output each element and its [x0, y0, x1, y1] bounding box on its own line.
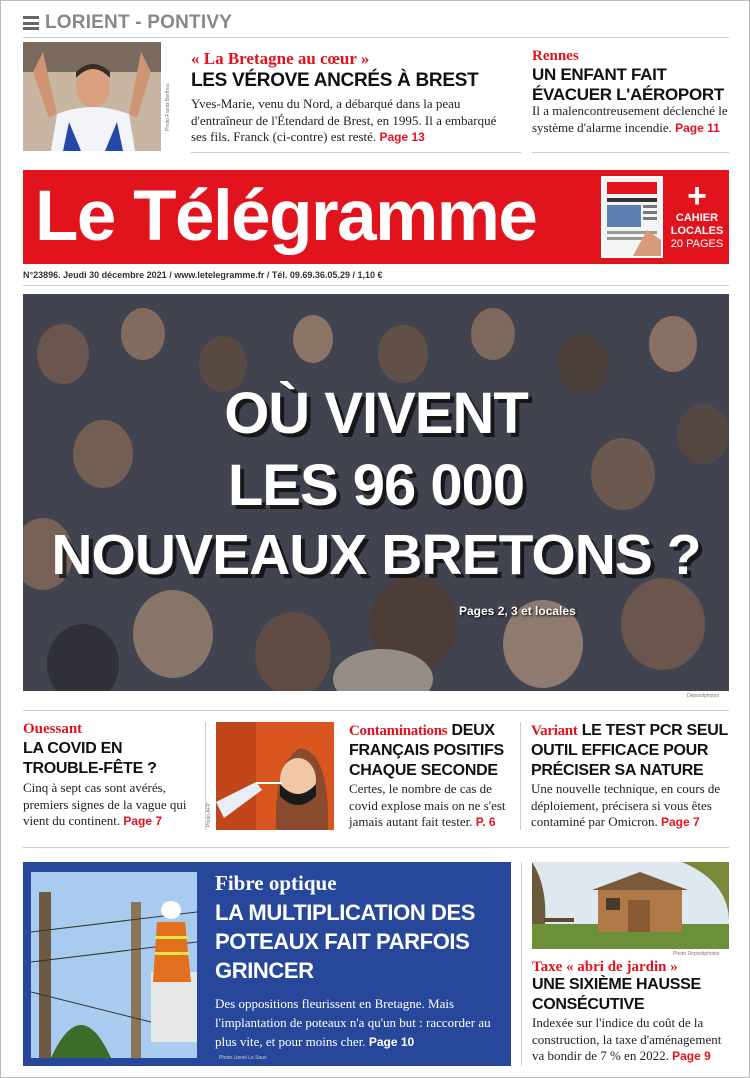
teaser-body: Indexée sur l'indice du coût de la construction, la taxe d'aménagement va bondir de 7 % en 2022. Page 9 [532, 1015, 722, 1063]
divider [23, 37, 729, 38]
teaser-body: Certes, le nombre de cas de covid explose mais on ne s'est jamais autant fait tester. P. 6 [349, 781, 506, 829]
hero-story[interactable] [23, 294, 729, 691]
teaser-body: Cinq à sept cas sont avérés, premiers signes de la vague qui vient du continent. Page 7 [23, 780, 187, 828]
divider [23, 285, 729, 286]
photo-credit: Photo AFP [206, 803, 212, 827]
covid-test-photo[interactable] [216, 722, 334, 830]
teaser-body: Une nouvelle technique, en cours de déploiement, précisera si vous êtes contaminé par Omicron. Page 7 [531, 781, 721, 829]
divider [23, 847, 729, 848]
cahier-pages: 20 PAGES [670, 238, 724, 250]
player-photo[interactable] [23, 42, 161, 151]
hero-page-reference[interactable]: Pages 2, 3 et locales [459, 604, 576, 618]
page-reference[interactable]: Page 11 [675, 120, 720, 135]
page-reference[interactable]: Page 13 [379, 130, 425, 144]
teaser-kicker: « La Bretagne au cœur » [191, 49, 370, 68]
utility-pole-illustration [31, 872, 197, 1058]
menu-icon[interactable] [23, 16, 39, 30]
page-reference[interactable]: P. 6 [475, 815, 496, 829]
masthead[interactable] [23, 170, 729, 264]
garden-shed-illustration [532, 862, 729, 949]
page-reference[interactable]: Page 9 [672, 1049, 711, 1063]
hero-headline-line: LES 96 000 [227, 453, 525, 518]
newspaper-logo: Le Télégramme [35, 177, 537, 256]
fibre-optique-story[interactable] [23, 862, 511, 1066]
teaser-kicker: Ouessant [23, 721, 83, 737]
teaser-body: Il a malencontreusement déclenché le système d'alarme incendie. Page 11 [532, 103, 728, 135]
photo-credit: Depositphotos [687, 693, 719, 699]
teaser-body: Des oppositions fleurissent en Bretagne. Mais l'implantation de poteaux n'a qu'un but : raccorder au plus vite, et pour moins cher. Page 10 [215, 996, 491, 1049]
player-illustration [23, 42, 161, 151]
photo-credit: Photo Frantz Berthou [165, 83, 171, 131]
divider [191, 152, 521, 153]
hero-headline-line: OÙ VIVENT [224, 381, 528, 446]
teaser-kicker: Taxe « abri de jardin » [532, 959, 678, 975]
page-reference[interactable]: Page 7 [660, 815, 700, 829]
technician-photo [31, 872, 197, 1058]
teaser-headline[interactable]: UN ENFANT FAIT ÉVACUER L'AÉROPORT [532, 65, 724, 104]
garden-shed-photo[interactable] [532, 862, 729, 949]
teaser-kicker: Rennes [532, 48, 579, 64]
teaser-headline[interactable]: LA MULTIPLICATION DES POTEAUX FAIT PARFOIS GRINCER [215, 900, 476, 983]
cahier-locales-badge[interactable] [670, 177, 724, 251]
cahier-label: CAHIER [675, 212, 719, 224]
teaser-kicker: Variant [531, 723, 578, 739]
page-reference[interactable]: Page 7 [123, 814, 163, 828]
page-reference[interactable]: Page 10 [368, 1035, 415, 1049]
teaser-body: Yves-Marie, venu du Nord, a débarqué dans la peau d'entraîneur de l'Étendard de Brest, en 1995. Il a embarqué ses fils. Franck (ci-contre) est resté. Page 13 [191, 96, 497, 144]
hero-headline-line: NOUVEAUX BRETONS ? [51, 523, 701, 587]
teaser-headline[interactable]: UNE SIXIÈME HAUSSE CONSÉCUTIVE [532, 976, 701, 1013]
cahier-thumbnail[interactable] [601, 176, 663, 258]
teaser-headline[interactable]: Variant LE TEST PCR SEUL OUTIL EFFICACE POUR PRÉCISER SA NATURE [531, 722, 728, 779]
newspaper-thumbnail-icon [603, 178, 661, 256]
divider [23, 710, 729, 711]
covid-test-illustration [216, 722, 334, 830]
edition-bar [23, 11, 232, 35]
teaser-headline[interactable]: Contaminations DEUX FRANÇAIS POSITIFS CHAQUE SECONDE [349, 722, 504, 779]
teaser-headline[interactable]: LES VÉROVE ANCRÉS À BREST [191, 70, 479, 91]
photo-credit: Photo Lionel Le Saux [219, 1055, 267, 1061]
teaser-headline[interactable]: LA COVID EN TROUBLE-FÊTE ? [23, 740, 157, 777]
edition-name: LORIENT - PONTIVY [45, 12, 233, 33]
cahier-label: LOCALES [670, 225, 724, 237]
issue-info: N°23896. Jeudi 30 décembre 2021 / www.letelegramme.fr / Tél. 09.69.36.05.29 / 1,10 € [23, 270, 383, 280]
column-divider [521, 862, 522, 1066]
column-divider [520, 722, 521, 830]
photo-credit: Photo Depositphotos [673, 951, 720, 957]
teaser-kicker: Fibre optique [215, 871, 337, 895]
plus-icon: + [687, 177, 707, 215]
teaser-kicker: Contaminations [349, 723, 448, 739]
divider [532, 152, 729, 153]
